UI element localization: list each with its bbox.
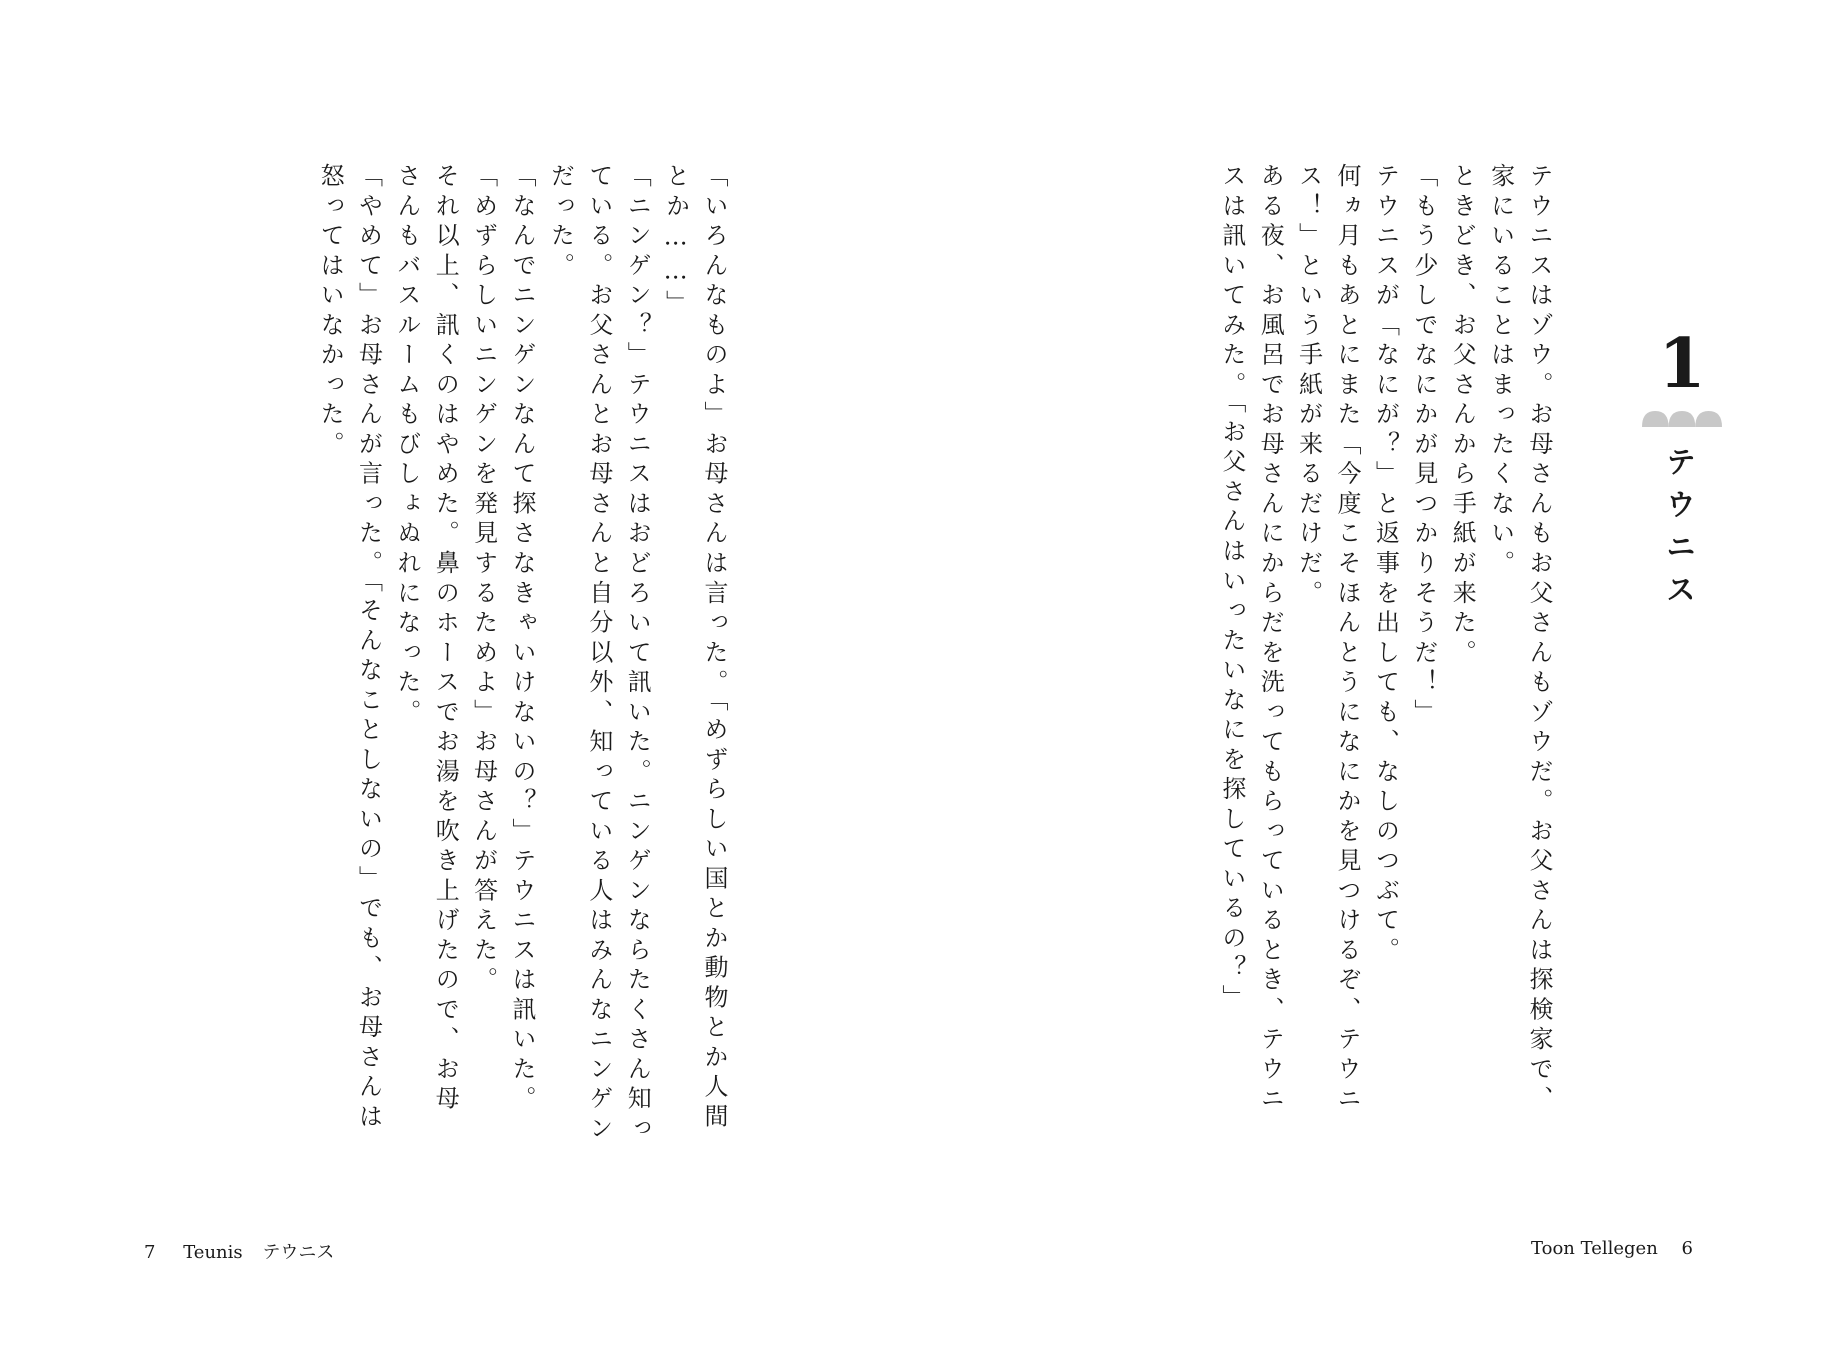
chapter-ornament-icon <box>1642 411 1722 427</box>
text-line: ス！」という手紙が来るだけだ。 <box>1294 163 1323 610</box>
page-number: 7 <box>144 1242 156 1263</box>
text-line: それ以上、訊くのはやめた。鼻のホースでお湯を吹き上げたので、お母 <box>431 163 460 1116</box>
text-line: 家にいることはまったくない。 <box>1486 163 1515 580</box>
text-line: ときどき、お父さんから手紙が来た。 <box>1448 163 1477 669</box>
left-page-body <box>311 163 733 1145</box>
running-author: Toon Tellegen <box>1531 1238 1658 1259</box>
text-line: 何ヵ月もあとにまた「今度こそほんとうになにかを見つけるぞ、テウニ <box>1333 163 1362 1116</box>
text-line: 「めずらしいニンゲンを発見するためよ」お母さんが答えた。 <box>469 163 498 997</box>
text-line: 「もう少しでなにかが見つかりそうだ！」 <box>1409 163 1438 729</box>
left-page-footer <box>144 1238 334 1264</box>
text-line: テウニスはゾウ。お母さんもお父さんもゾウだ。お父さんは探検家で、 <box>1525 163 1553 1116</box>
text-line: テウニスが「なにが？」と返事を出しても、なしのつぶて。 <box>1371 163 1400 967</box>
text-line: だった。 <box>546 163 575 283</box>
text-line: とか……」 <box>661 163 690 320</box>
text-line: 「いろんなものよ」お母さんは言った。「めずらしい国とか動物とか人間 <box>700 163 728 1134</box>
right-page-footer <box>1531 1238 1693 1259</box>
page-number: 6 <box>1681 1238 1693 1259</box>
text-line: 「ニンゲン？」テウニスはおどろいて訊いた。ニンゲンならたくさん知っ <box>623 163 652 1146</box>
text-line: ある夜、お風呂でお母さんにからだを洗ってもらっているとき、テウニ <box>1256 163 1285 1116</box>
text-line: スは訊いてみた。「お父さんはいったいなにを探しているの？」 <box>1217 163 1246 1015</box>
right-page-body <box>1212 163 1558 1115</box>
running-title-ja: テウニス <box>262 1242 335 1263</box>
text-line: さんもバスルームもびしょぬれになった。 <box>392 163 421 729</box>
text-line: 怒ってはいなかった。 <box>316 163 345 461</box>
text-line: 「やめて」お母さんが言った。「そんなことしないの」でも、お母さんは <box>354 163 383 1134</box>
text-line: 「なんでニンゲンなんて探さなきゃいけないの？」テウニスは訊いた。 <box>508 163 537 1116</box>
chapter-number: 1 <box>1658 324 1706 404</box>
chapter-title: テウニス <box>1660 446 1695 617</box>
running-title-en: Teunis <box>183 1242 243 1263</box>
text-line: ている。お父さんとお母さんと自分以外、知っている人はみんなニンゲン <box>584 163 613 1146</box>
